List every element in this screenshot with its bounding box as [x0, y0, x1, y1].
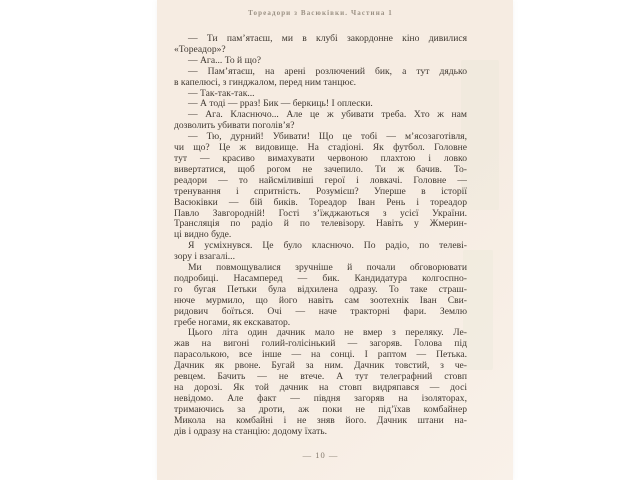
text-line: подробиці. Насамперед — бик. Кандидатура колгоспно- [174, 273, 467, 284]
paragraph [174, 67, 467, 89]
paragraph [174, 89, 467, 100]
paragraph [174, 34, 467, 56]
text-line: зору і взагалі... [174, 252, 235, 263]
text-line: Микола на комбайні і не зняв його. Дачник штани на- [174, 415, 467, 426]
text-block [174, 34, 467, 438]
paragraph [174, 132, 467, 241]
paragraph [174, 110, 467, 132]
text-line: Дачник як рвоне. Бугай за ним. Дачник товстий, з че- [174, 361, 467, 372]
text-line: вивертатися, щоб рогом не зачепило. Ти ж бачив. То- [174, 164, 467, 175]
text-line: нюче мурмило, що його навіть сам зоотехнік Іван Сви- [174, 295, 467, 306]
text-line: ридович боїться. Очі — наче тракторні фари. Землю [174, 306, 467, 317]
text-line: реадори — то найсміливіші герої і ловкачі. Головне — [174, 175, 467, 186]
page-number: — 10 — [302, 449, 339, 460]
text-line: тренування і спритність. Розумієш? Уперше в історії [174, 186, 467, 197]
text-line: ревцем. Бачить — не втече. А тут телеграфний стовп [174, 372, 467, 383]
text-line: «Тореадор»? [174, 44, 226, 55]
text-line: невідомо. Але факт — півдня загоряв на ізоляторах, [174, 393, 467, 404]
text-line: — Ага. Класнючо... Але це ж убивати треба. Хто ж нам [188, 110, 467, 121]
text-line: дозволить убивати поголів’я? [174, 121, 295, 132]
text-line: тримаючись за дроти, аж поки не під’їхав комбайнер [174, 404, 467, 415]
text-line: гребе ногами, як екскаватор. [174, 317, 291, 328]
paragraph [174, 263, 467, 328]
running-head: Тореадори з Васюківки. Частина 1 [248, 9, 393, 17]
text-line: — Так-так-так... [188, 88, 255, 99]
text-line: — Пам’ятаєш, на арені розлючений бик, а тут дядько [188, 66, 467, 77]
text-line: Васюківки — бій биків. Тореадор Іван Рень і тореадор [174, 197, 467, 208]
text-line: тут — красиво вимахувати червоною плахтою і ловко [174, 153, 467, 164]
text-line: Цього літа один дачник мало не вмер з переляку. Ле- [188, 328, 467, 339]
page-content [174, 0, 467, 460]
text-line: ці видно буде. [174, 230, 232, 241]
text-line: в капелюсі, з гинджалом, перед ним танцює. [174, 77, 357, 88]
text-line: дів і одразу на станцію: додому їхать. [174, 426, 328, 437]
text-line: — Ага... То й що? [188, 55, 262, 66]
text-line: Я усміхнувся. Це було класнючо. По радіо, по телеві- [188, 241, 467, 252]
text-line: Трансляція по радіо й по телевізору. Навіть у Жмерин- [174, 219, 467, 230]
paragraph [174, 99, 467, 110]
text-line: — Ти пам’ятаєш, ми в клубі закордонне кіно дивилися [188, 34, 467, 44]
text-line: Ми повмощувалися зручніше й почали обговорювати [188, 263, 467, 274]
scan-ghosting [463, 250, 493, 370]
text-line: чи що? Це ж видовище. На стадіоні. Як футбол. Головне [174, 143, 467, 154]
paragraph [174, 56, 467, 67]
text-line: — Тю, дурний! Убивати! Що це тобі — м’ясозаготівля, [188, 132, 467, 143]
text-line: — А тоді — рраз! Бик — беркиць! І оплески. [188, 99, 373, 110]
text-line: го бугая Петьки була відхилена одразу. То таке страш- [174, 284, 467, 295]
text-line: парасолькою, все інше — на сонці. І раптом — Петька. [174, 350, 467, 361]
book-page [157, 0, 513, 480]
paragraph [174, 241, 467, 263]
text-line: жав на вигоні голий-голісінький — загоряв. Голова під [174, 339, 467, 350]
text-line: на дорозі. Як той дачник на стовп видряпався — досі [174, 383, 467, 393]
paragraph [174, 328, 467, 437]
text-line: Павло Завгородній! Гості з’їжджаються з усієї України. [174, 208, 467, 219]
